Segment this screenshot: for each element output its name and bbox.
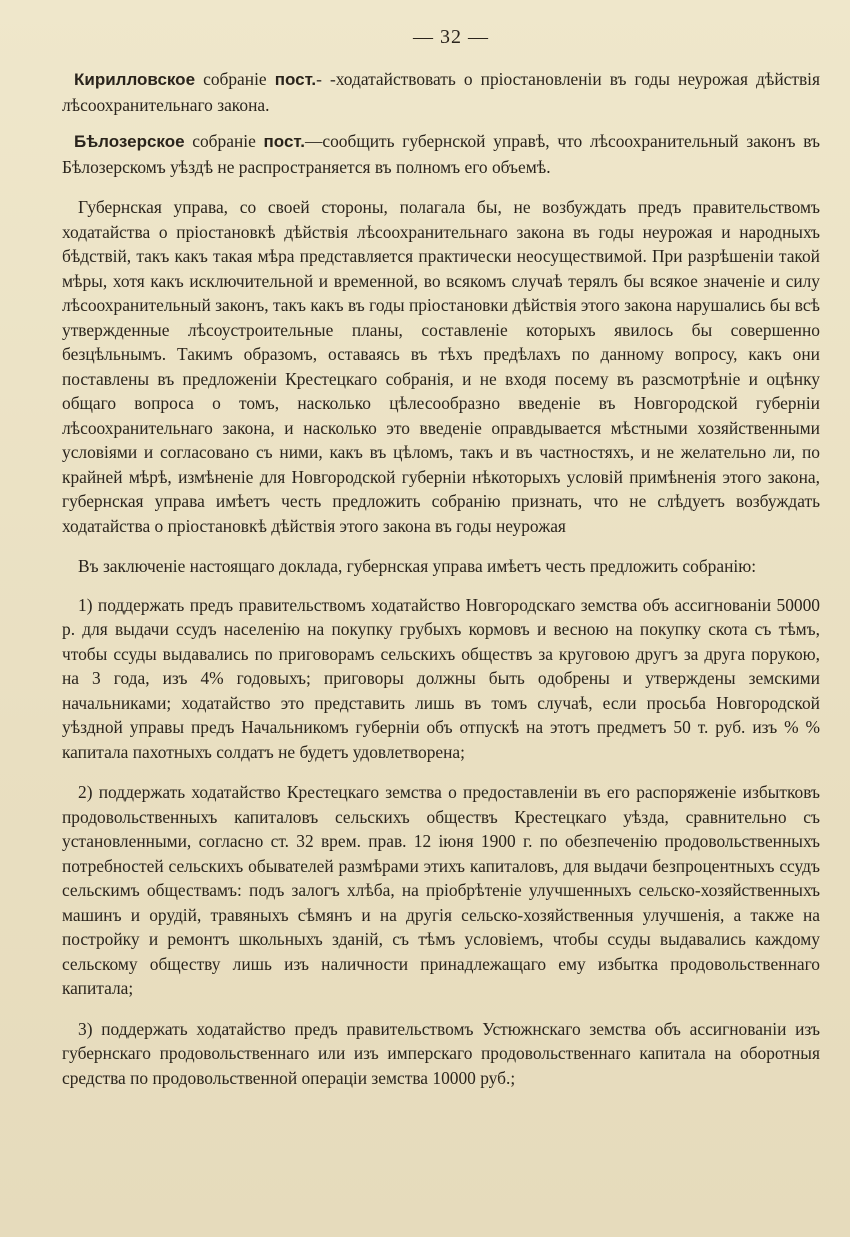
page-number: — 32 — xyxy=(413,26,489,48)
assembly-kind: собраніе xyxy=(192,131,256,151)
proposal-item-2: 2) поддержать ходатайство Крестецкаго земства о предоставленіи въ его распоряженіе избытковъ продовольственныхъ капиталовъ сельскихъ обществъ Крестецкаго уѣзда, сравнительно съ установленными, согласно ст. 32 врем. прав. 12 іюня 1900 г. по обезпеченію продовольственныхъ потребностей сельскихъ обывателей размѣрами этихъ капиталовъ, для выдачи безпроцентныхъ ссудъ сельскимъ обществамъ: подъ залогъ хлѣба, на пріобрѣтеніе улучшенныхъ сельско-хозяйственныхъ машинъ и орудій, травяныхъ сѣмянъ и на другія сельско-хозяйственныя улучшенія, а также на постройку и ремонтъ школьныхъ зданій, съ тѣмъ условіемъ, чтобы ссуды выдавались каждому сельскому обществу лишь изъ наличности принадлежащаго ему избытка продовольственнаго капитала; xyxy=(62,782,820,998)
paragraph-conclusion-intro: Въ заключеніе настоящаго доклада, губернская управа имѣетъ честь предложить собранію: xyxy=(78,556,757,576)
proposal-item-3: 3) поддержать ходатайство предъ правительствомъ Устюжнскаго земства объ ассигнованіи изъ губернскаго продовольственнаго или изъ имперскаго продовольственнаго капитала на оборотныя средства по продовольственной операціи земства 10000 руб.; xyxy=(62,1018,820,1088)
assembly-name: Кирилловское xyxy=(74,70,196,89)
assembly-name: Бѣлозерское xyxy=(74,132,185,151)
proposal-item-1: 1) поддержать предъ правительствомъ ходатайство Новгородскаго земства объ ассигнованіи 50000 р. для выдачи ссудъ населенію на покупку грубыхъ кормовъ и весною на покупку скота съ тѣмъ, чтобы ссуды выдавались по приговорамъ сельскихъ обществъ за круговою другъ за друга порукою, на 3 года, изъ 4% годовыхъ; приговоры должны быть одобрены и утверждены земскими начальниками; ходатайство это представить лишь въ томъ случаѣ, если просьба Новгородской уѣздной управы предъ Начальникомъ губерніи объ отпускѣ на этотъ предметъ 50 т. руб. изъ % % капитала пахотныхъ солдатъ не будетъ удовлетворена; xyxy=(62,594,820,762)
assembly-kind: собраніе xyxy=(203,69,267,89)
paragraph-uprava-opinion: Губернская управа, со своей стороны, полагала бы, не возбуждать предъ правительствомъ ходатайства о пріостановкѣ дѣйствія лѣсоохранительнаго закона въ годы неурожая и народныхъ бѣдствій, такъ какъ такая мѣра представляется практически неосуществимой. При разрѣшеніи такой мѣры, хотя какъ исключительной и временной, во всякомъ случаѣ терялъ бы всякое значеніе и силу лѣсоохранительный законъ, такъ какъ въ годы пріостановки дѣйствія этого закона нарушались бы всѣ утвержденные лѣсоустроительные планы, составленіе которыхъ явилось бы совершенно безцѣльнымъ. Такимъ образомъ, оставаясь въ тѣхъ предѣлахъ по данному вопросу, какъ они поставлены въ предложеніи Крестецкаго собранія, и не входя посему въ разсмотрѣніе и оцѣнку общаго вопроса о томъ, насколько цѣлесообразно введеніе въ Новгородской губерніи лѣсоохранительнаго закона, и насколько это введеніе оправдывается мѣстными хозяйственными условіями и согласовано съ ними, какъ въ цѣломъ, такъ и въ частностяхъ, и не желательно ли, по крайней мѣрѣ, измѣненіе для Новгородской губерніи нѣкоторыхъ условій примѣненія этого закона, губернская управа имѣетъ честь предложить собранію признать, что не слѣдуетъ возбуждать ходатайства о пріостановкѣ дѣйствія этого закона въ годы неурожая xyxy=(62,197,820,536)
decision-label: пост. xyxy=(274,70,317,89)
decision-text: - -ходатайствовать о пріостановленіи въ годы неурожая дѣйствія лѣсоохранительнаго закона. xyxy=(62,69,821,115)
paragraph-belozerskoe xyxy=(62,129,820,179)
decision-label: пост. xyxy=(263,132,305,151)
decision-text: —сообщить губернской управѣ, что лѣсоохранительный законъ въ Бѣлозерскомъ уѣздѣ не распространяется въ полномъ его объемѣ. xyxy=(62,131,820,177)
paragraph-kirillovskoe xyxy=(62,67,820,117)
